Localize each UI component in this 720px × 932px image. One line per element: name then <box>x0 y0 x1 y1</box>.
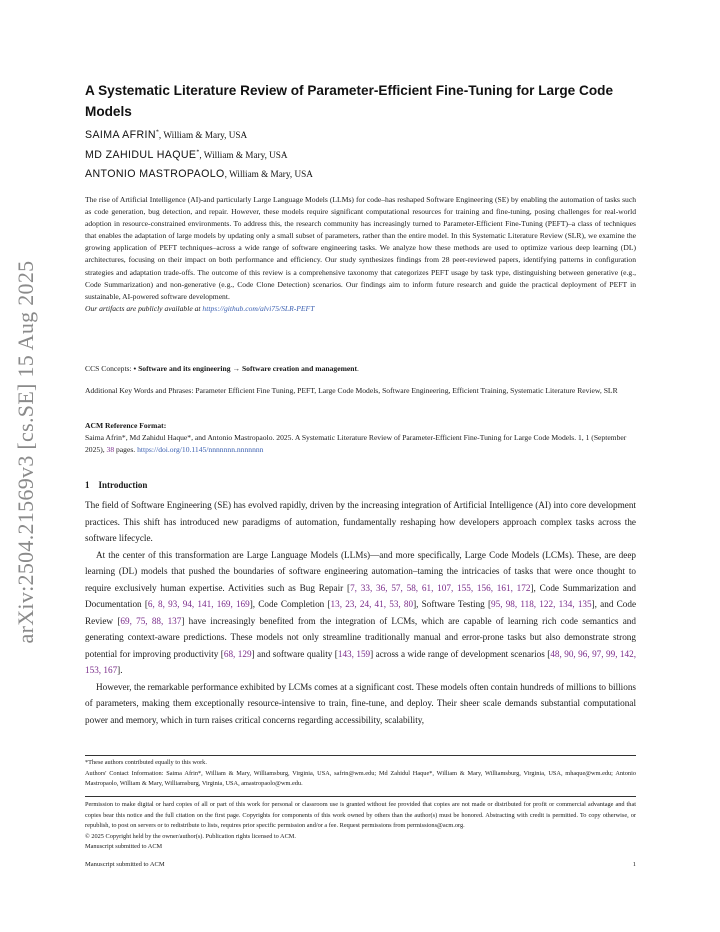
introduction-body <box>85 497 636 728</box>
text-run: At the center of this transformation are Large Language Models (LLMs)—and more specifically, Large Code Models (LCMs). These, are deep learning (DL) models that pushed the boundaries of software engineering automation–taming the intricacies of tasks that were once thought to require exclusively human expertise. Activities such as Bug Repair [ <box>85 549 636 593</box>
author-name: ANTONIO MASTROPAOLO <box>85 168 225 180</box>
text-run: ], Code Summarization and Documentation [ <box>85 582 636 609</box>
contact-info-note: Authors' Contact Information: Saima Afrin*, William & Mary, Williamsburg, Virginia, USA, safrin@wm.edu; Md Zahidul Haque*, William & Mary, Williamsburg, Virginia, USA, mhaque@wm.edu; Antonio Mastropaolo, William & Mary, Williamsburg, Virginia, USA, amastropaolo@wm.edu. <box>85 769 636 787</box>
permission-block <box>85 800 636 853</box>
intro-paragraph-3: However, the remarkable performance exhibited by LCMs comes at a significant cost. These models often contain hundreds of millions to billions of parameters, making them exceptionally resource-intensive to train, fine-tune, and deploy. Their sheer scale demands substantial computational power and memory, which in turn raises critical concerns regarding accessibility, scalability, <box>85 681 636 725</box>
author-line <box>85 149 288 161</box>
ccs-end: . <box>357 364 359 373</box>
abstract <box>85 194 636 315</box>
text-run: ] and software quality [ <box>251 648 338 659</box>
acm-ref-body: Saima Afrin*, Md Zahidul Haque*, and Antonio Mastropaolo. 2025. A Systematic Literature Review of Parameter-Efficient Fine-Tuning for Large Code Models. 1, 1 (September 2025), <box>85 433 627 454</box>
keywords-text: Parameter Efficient Fine Tuning, PEFT, Large Code Models, Software Engineering, Efficient Training, Systematic Literature Review, SLR <box>195 386 618 395</box>
artifacts-note <box>85 303 636 315</box>
text-run: ] have increasingly benefited from the integration of LCMs, which are capable of learning rich code semantics and generating context-aware predictions. These models not only streamline traditionally manual and error-prone tasks but also demonstrate strong potential for improving productivity [ <box>85 615 636 659</box>
citation-link[interactable]: 7, 33, 36, 57, 58, 61, 107, 155, 156, 161, 172 <box>350 582 531 593</box>
acm-ref-pages-link[interactable]: 38 <box>106 445 115 454</box>
page-number: 1 <box>632 861 636 868</box>
author-line <box>85 168 313 180</box>
paper-title: A Systematic Literature Review of Parameter-Efficient Fine-Tuning for Large Code Models <box>85 83 613 119</box>
ccs-label: CCS Concepts: <box>85 364 134 373</box>
author-line <box>85 129 247 141</box>
footnotes <box>85 758 636 790</box>
text-run: ], and Code Review [ <box>85 599 637 626</box>
section-heading: 1 Introduction <box>85 480 148 490</box>
citation-link[interactable]: 6, 8, 93, 94, 141, 169, 169 <box>147 599 250 609</box>
author-mark: * <box>155 129 159 136</box>
acm-ref-pages-suffix: pages. <box>114 445 138 454</box>
intro-paragraph-1: The field of Software Engineering (SE) has evolved rapidly, driven by the increasing integration of Artificial Intelligence (AI) into core development practices. This shift has introduced new paradigms of automation, fundamentally reshaping how developers approach complex tasks across the software lifecycle. <box>85 500 636 543</box>
acm-reference <box>85 420 636 456</box>
permission-divider <box>85 796 636 797</box>
intro-paragraph-2 <box>85 547 636 679</box>
keywords <box>85 385 636 397</box>
footer-left: Manuscript submitted to ACM <box>85 861 165 868</box>
citation-link[interactable]: 69, 75, 88, 137 <box>120 615 182 626</box>
arxiv-identifier <box>8 262 44 642</box>
acm-ref-heading: ACM Reference Format: <box>85 421 167 430</box>
author-affiliation: , William & Mary, USA <box>199 150 288 160</box>
text-run: ], Code Completion [ <box>249 599 331 609</box>
author-name: SAIMA AFRIN <box>85 129 156 141</box>
doi-link[interactable]: https://doi.org/10.1145/nnnnnnn.nnnnnnn <box>137 445 264 454</box>
text-run: ] across a wide range of development scenarios [ <box>370 648 551 659</box>
keywords-label: Additional Key Words and Phrases: <box>85 386 196 395</box>
permission-text: Permission to make digital or hard copies of all or part of this work for personal or classroom use is granted without fee provided that copies are not made or distributed for profit or commercial advantage and that copies bear this notice and the full citation on the first page. Copyrights for components of this work owned by others than the author(s) must be honored. Abstracting with credit is permitted. To copy otherwise, or republish, to post on servers or to redistribute to lists, requires prior specific permission and/or a fee. Request permissions from permissions@acm.org. <box>85 801 636 829</box>
submitted-line: Manuscript submitted to ACM <box>85 843 163 850</box>
ccs-concepts <box>85 363 636 375</box>
text-run: ]. <box>117 665 123 675</box>
arxiv-id-text: arXiv:2504.21569v3 [cs.SE] 15 Aug 2025 <box>13 260 38 644</box>
artifacts-link[interactable]: https://github.com/alvi75/SLR-PEFT <box>202 303 315 313</box>
citation-link[interactable]: 13, 23, 24, 41, 53, 80 <box>330 599 414 609</box>
equal-contribution-note: *These authors contributed equally to this work. <box>85 759 207 766</box>
author-affiliation: , William & Mary, USA <box>158 130 248 140</box>
ccs-concepts-text: • Software and its engineering → Software creation and management <box>133 364 358 373</box>
abstract-text: The rise of Artificial Intelligence (AI)-and particularly Large Language Models (LLMs) for code–has reshaped Software Engineering (SE) by enabling the automation of tasks such as code generation, bug detection, and repair. However, these models require significant computational resources for training and fine-tuning, posing challenges for real-world adoption in resource-constrained environments. To address this, the research community has increasingly turned to Parameter-Efficient Fine-Tuning (PEFT)–a class of techniques that enables the adaptation of large models by updating only a small subset of parameters, rather than the entire model. In this Systematic Literature Review (SLR), we examine the growing application of PEFT techniques–across a wide range of software engineering tasks. We analyze how these methods are used to optimize various deep learning (DL) architectures, focusing on their impact on both performance and efficiency. Our study synthesizes findings from 28 peer-reviewed papers, identifying patterns in configuration strategies and adaptation trade-offs. The outcome of this review is a comprehensive taxonomy that categorizes PEFT usage by task type, distinguishing between generative (e.g., Code Summarization) and non-generative (e.g., Code Clone Detection) scenarios. Our findings aim to inform future research and guide the practical deployment of PEFT in sustainable, AI-powered software development. <box>85 195 636 301</box>
author-affiliation: , William & Mary, USA <box>224 169 313 179</box>
footnote-divider <box>85 755 636 756</box>
citation-link[interactable]: 143, 159 <box>337 648 371 659</box>
copyright-line: © 2025 Copyright held by the owner/author(s). Publication rights licensed to ACM. <box>85 832 296 840</box>
citation-link[interactable]: 68, 129 <box>223 648 252 659</box>
text-run: ], Software Testing [ <box>413 599 492 609</box>
citation-link[interactable]: 48, 90, 96, 97, 99, 142, 153, 167 <box>85 648 636 675</box>
author-mark: * <box>196 149 200 156</box>
citation-link[interactable]: 95, 98, 118, 122, 134, 135 <box>491 599 592 609</box>
artifacts-prefix: Our artifacts are publicly available at <box>85 303 203 313</box>
acm-ref-text <box>85 432 636 456</box>
author-name: MD ZAHIDUL HAQUE <box>85 149 197 161</box>
